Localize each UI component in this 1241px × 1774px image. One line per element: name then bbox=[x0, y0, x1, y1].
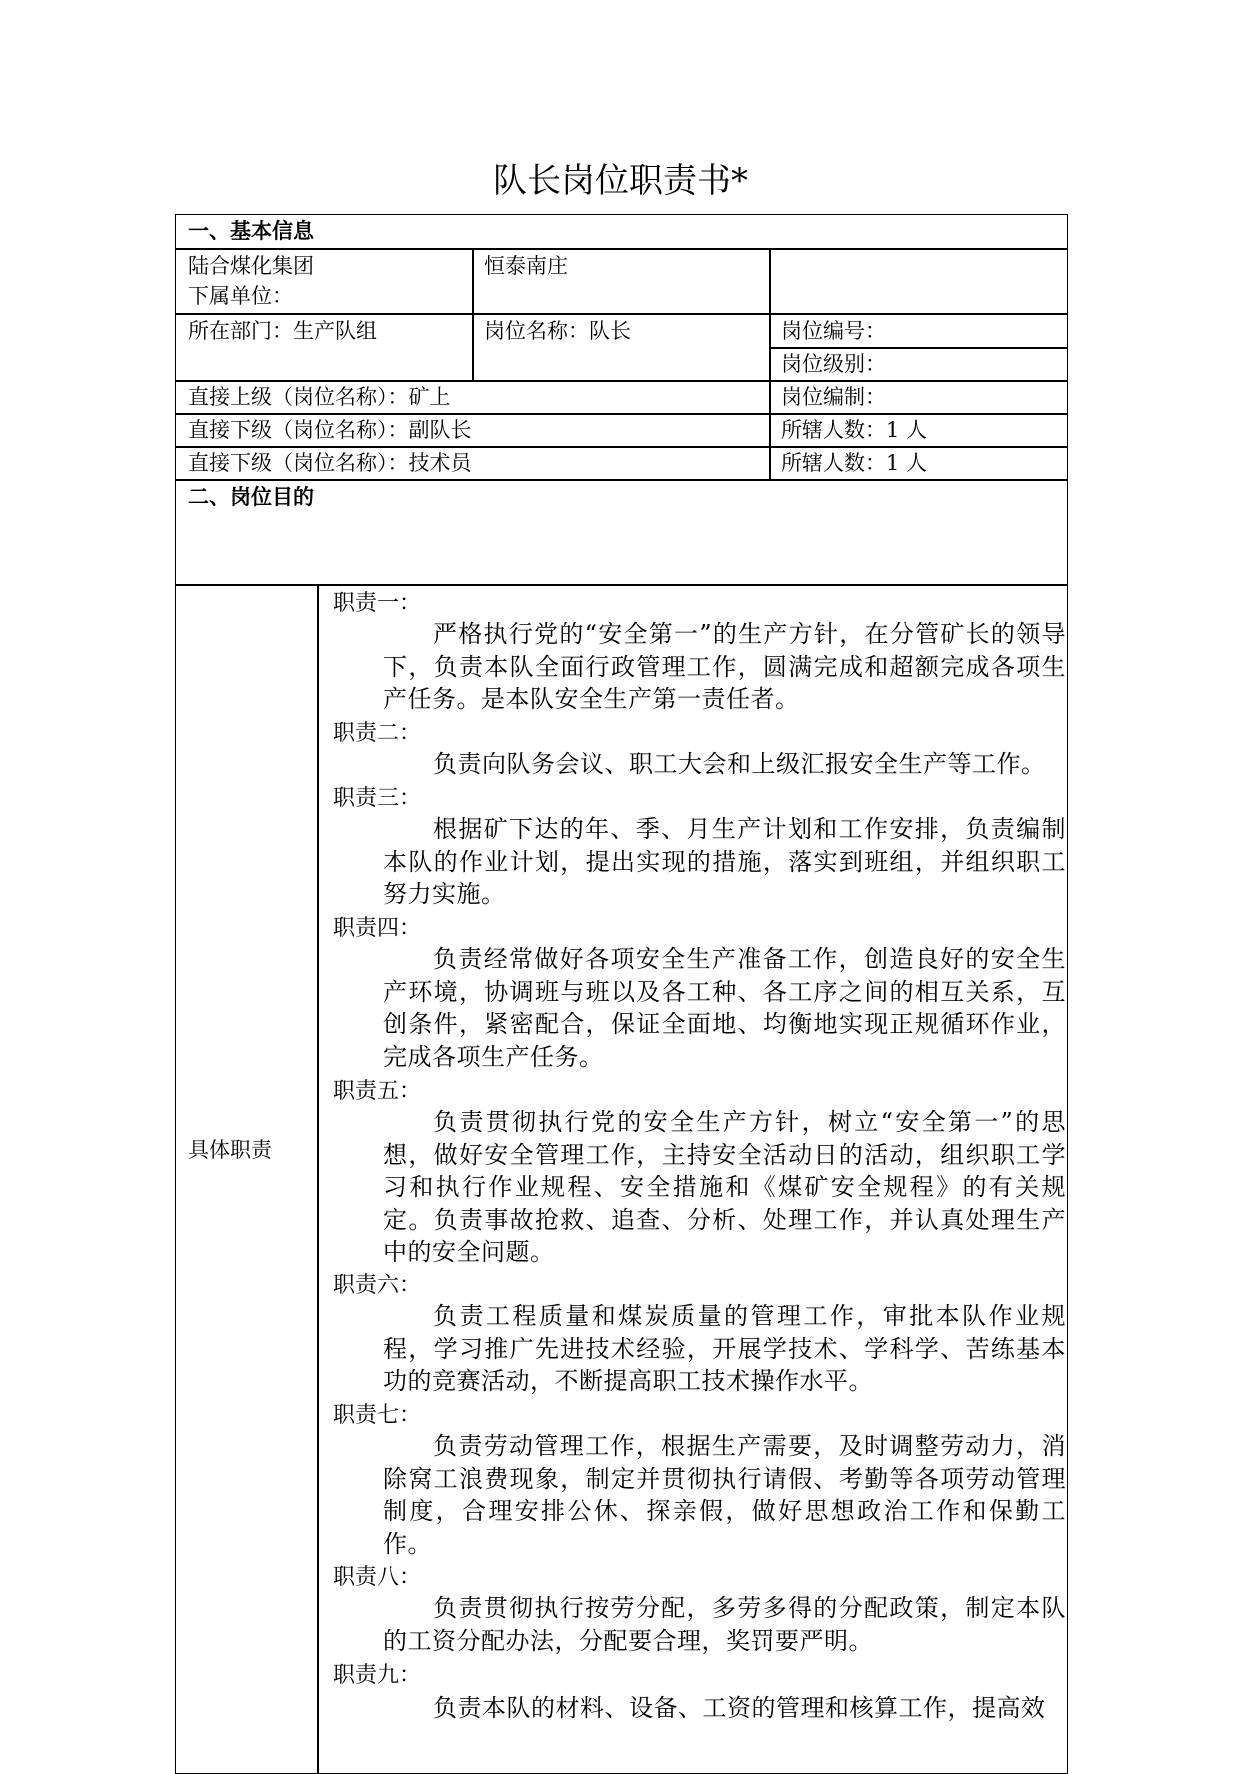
duty-text: 严格执行党的“安全第一”的生产方针，在分管矿长的领导下，负责本队全面行政管理工作，圆满完成和超额完成各项生产任务。是本队安全生产第一责任者。 bbox=[383, 620, 1066, 713]
row-divider bbox=[175, 313, 1068, 315]
duty-title: 职责四： bbox=[333, 916, 422, 941]
column-divider bbox=[769, 248, 771, 479]
column-divider bbox=[317, 584, 319, 1774]
position-name: 岗位名称：队长 bbox=[484, 319, 631, 343]
position-level: 岗位级别： bbox=[781, 352, 886, 376]
section-heading-purpose: 二、岗位目的 bbox=[188, 484, 314, 509]
department: 所在部门：生产队组 bbox=[188, 319, 377, 343]
duty-title: 职责七： bbox=[333, 1403, 422, 1428]
duty-text: 负责经常做好各项安全生产准备工作，创造良好的安全生产环境，协调班与班以及各工种、各工序之间的相互关系，互创条件，紧密配合，保证全面地、均衡地实现正规循环作业，完成各项生产任务。 bbox=[383, 945, 1066, 1071]
duty-text: 负责向队务会议、职工大会和上级汇报安全生产等工作。 bbox=[433, 750, 1046, 778]
company-name: 陆合煤化集团 bbox=[188, 254, 314, 278]
position-code: 岗位编号： bbox=[781, 319, 886, 343]
subordinate-1-count: 所辖人数：1 人 bbox=[781, 418, 928, 442]
duty-title: 职责一： bbox=[333, 591, 422, 616]
position-quota: 岗位编制： bbox=[781, 385, 886, 409]
duty-text: 负责劳动管理工作，根据生产需要，及时调整劳动力，消除窝工浪费现象，制定并贯彻执行请假、考勤等各项劳动管理制度，合理安排公休、探亲假，做好思想政治工作和保勤工作。 bbox=[383, 1432, 1066, 1558]
unit-name: 恒泰南庄 bbox=[484, 254, 568, 278]
duty-title: 职责二： bbox=[333, 721, 422, 746]
subsidiary-label: 下属单位： bbox=[188, 284, 293, 308]
duty-title: 职责八： bbox=[333, 1565, 422, 1590]
row-divider bbox=[175, 479, 1068, 481]
subordinate-2-count: 所辖人数：1 人 bbox=[781, 451, 928, 475]
row-divider bbox=[175, 248, 1068, 250]
duty-title: 职责五： bbox=[333, 1079, 422, 1104]
duty-title: 职责六： bbox=[333, 1273, 422, 1298]
column-divider bbox=[472, 248, 474, 380]
duty-text: 根据矿下达的年、季、月生产计划和工作安排，负责编制本队的作业计划，提出实现的措施，落实到班组，并组织职工努力实施。 bbox=[383, 815, 1066, 908]
document-title: 队长岗位职责书* bbox=[493, 161, 748, 201]
direct-superior: 直接上级（岗位名称）：矿上 bbox=[188, 385, 451, 409]
duty-title: 职责九： bbox=[333, 1663, 422, 1688]
direct-subordinate-1: 直接下级（岗位名称）：副队长 bbox=[188, 418, 472, 442]
duty-text: 负责贯彻执行党的安全生产方针，树立“安全第一”的思想，做好安全管理工作，主持安全活动日的活动，组织职工学习和执行作业规程、安全措施和《煤矿安全规程》的有关规定。负责事故抢救、追查、分析、处理工作，并认真处理生产中的安全问题。 bbox=[383, 1108, 1066, 1266]
duty-text: 负责工程质量和煤炭质量的管理工作，审批本队作业规程，学习推广先进技术经验，开展学技术、学科学、苦练基本功的竞赛活动，不断提高职工技术操作水平。 bbox=[383, 1302, 1066, 1395]
duty-text: 负责本队的材料、设备、工资的管理和核算工作，提高效 bbox=[433, 1694, 1046, 1722]
duty-title: 职责三： bbox=[333, 786, 422, 811]
duty-text: 负责贯彻执行按劳分配，多劳多得的分配政策，制定本队的工资分配办法，分配要合理，奖罚要严明。 bbox=[383, 1594, 1066, 1655]
row-divider bbox=[175, 584, 1068, 586]
direct-subordinate-2: 直接下级（岗位名称）：技术员 bbox=[188, 451, 472, 475]
section-heading-basic-info: 一、基本信息 bbox=[188, 218, 314, 243]
duties-label: 具体职责 bbox=[188, 1138, 272, 1162]
